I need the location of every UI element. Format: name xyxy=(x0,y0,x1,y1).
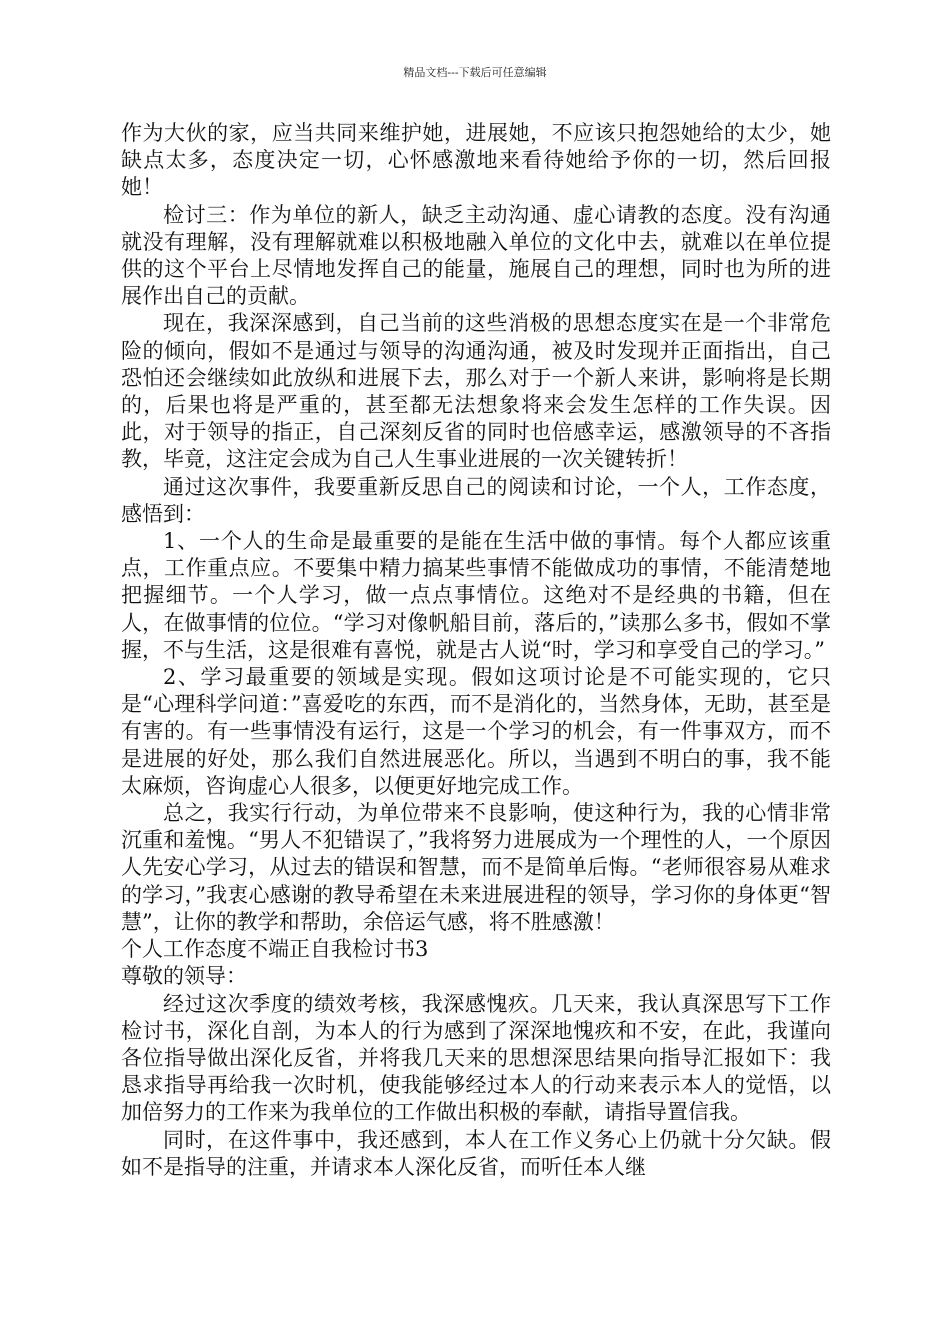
paragraph-3: 现在，我深深感到，自己当前的这些消极的思想态度实在是一个非常危险的倾向，假如不是通过与领导的沟通沟通，被及时发现并正面指出，自己恐怕还会继续如此放纵和进展下去，那么对于一个新人来讲，影响将是长期的，后果也将是严重的，甚至都无法想象将来会发生怎样的工作失误。因此，对于领导的指正，自己深刻反省的同时也倍感幸运，感激领导的不吝指教，毕竟，这注定会成为自己人生事业进展的一次关键转折！ xyxy=(121,311,831,472)
section-title: 个人工作态度不端正自我检讨书3 xyxy=(121,937,429,962)
page-header: 精品文档---下载后可任意编辑 xyxy=(403,66,547,79)
document-body xyxy=(121,120,831,1181)
paragraph-point-2: 2、学习最重要的领域是实现。假如这项讨论是不可能实现的，它只是“心理科学问道：”喜爱吃的东西，而不是消化的，当然身体，无助，甚至是有害的。有一些事情没有运行，这是一个学习的机会，有一件事双方，而不是进展的好处，那么我们自然进展恶化。所以，当遇到不明白的事，我不能太麻烦，咨询虚心人很多，以便更好地完成工作。 xyxy=(121,665,831,798)
paragraph-conclusion: 总之，我实行行动，为单位带来不良影响，使这种行为，我的心情非常沉重和羞愧。“男人不犯错误了，”我将努力进展成为一个理性的人，一个原因人先安心学习，从过去的错误和智慧，而不是简单后悔。“老师很容易从难求的学习，”我衷心感谢的教导希望在未来进展进程的领导，学习你的身体更“智慧”，让你的教学和帮助，余倍运气感，将不胜感激！ xyxy=(121,801,831,934)
paragraph-10: 同时，在这件事中，我还感到，本人在工作义务心上仍就十分欠缺。假如不是指导的注重，并请求本人深化反省，而听任本人继 xyxy=(121,1127,831,1179)
paragraph-1: 作为大伙的家，应当共同来维护她，进展她，不应该只抱怨她给的太少，她缺点太多，态度决定一切，心怀感激地来看待她给予你的一切，然后回报她！ xyxy=(121,121,831,200)
paragraph-point-1: 1、一个人的生命是最重要的是能在生活中做的事情。每个人都应该重点，工作重点应。不要集中精力搞某些事情不能做成功的事情，不能清楚地把握细节。一个人学习，做一点点事情位。这绝对不是经典的书籍，但在人，在做事情的位位。“学习对像帆船目前，落后的，”读那么多书，假如不掌握，不与生活，这是很难有喜悦，就是古人说“时，学习和享受自己的学习。” xyxy=(121,529,831,662)
paragraph-9: 经过这次季度的绩效考核，我深感愧疚。几天来，我认真深思写下工作检讨书，深化自剖，为本人的行为感到了深深地愧疚和不安，在此，我谨向各位指导做出深化反省，并将我几天来的思想深思结果向指导汇报如下：我恳求指导再给我一次时机，使我能够经过本人的行动来表示本人的觉悟，以加倍努力的工作来为我单位的工作做出积极的奉献，请指导置信我。 xyxy=(121,991,831,1125)
paragraph-review-three: 检讨三：作为单位的新人，缺乏主动沟通、虚心请教的态度。没有沟通就没有理解，没有理解就难以积极地融入单位的文化中去，就难以在单位提供的这个平台上尽情地发挥自己的能量，施展自己的理想，同时也为所的进展作出自己的贡献。 xyxy=(121,202,831,309)
salutation: 尊敬的领导： xyxy=(121,964,247,989)
paragraph-4: 通过这次事件，我要重新反思自己的阅读和讨论，一个人，工作态度，感悟到： xyxy=(121,474,831,526)
